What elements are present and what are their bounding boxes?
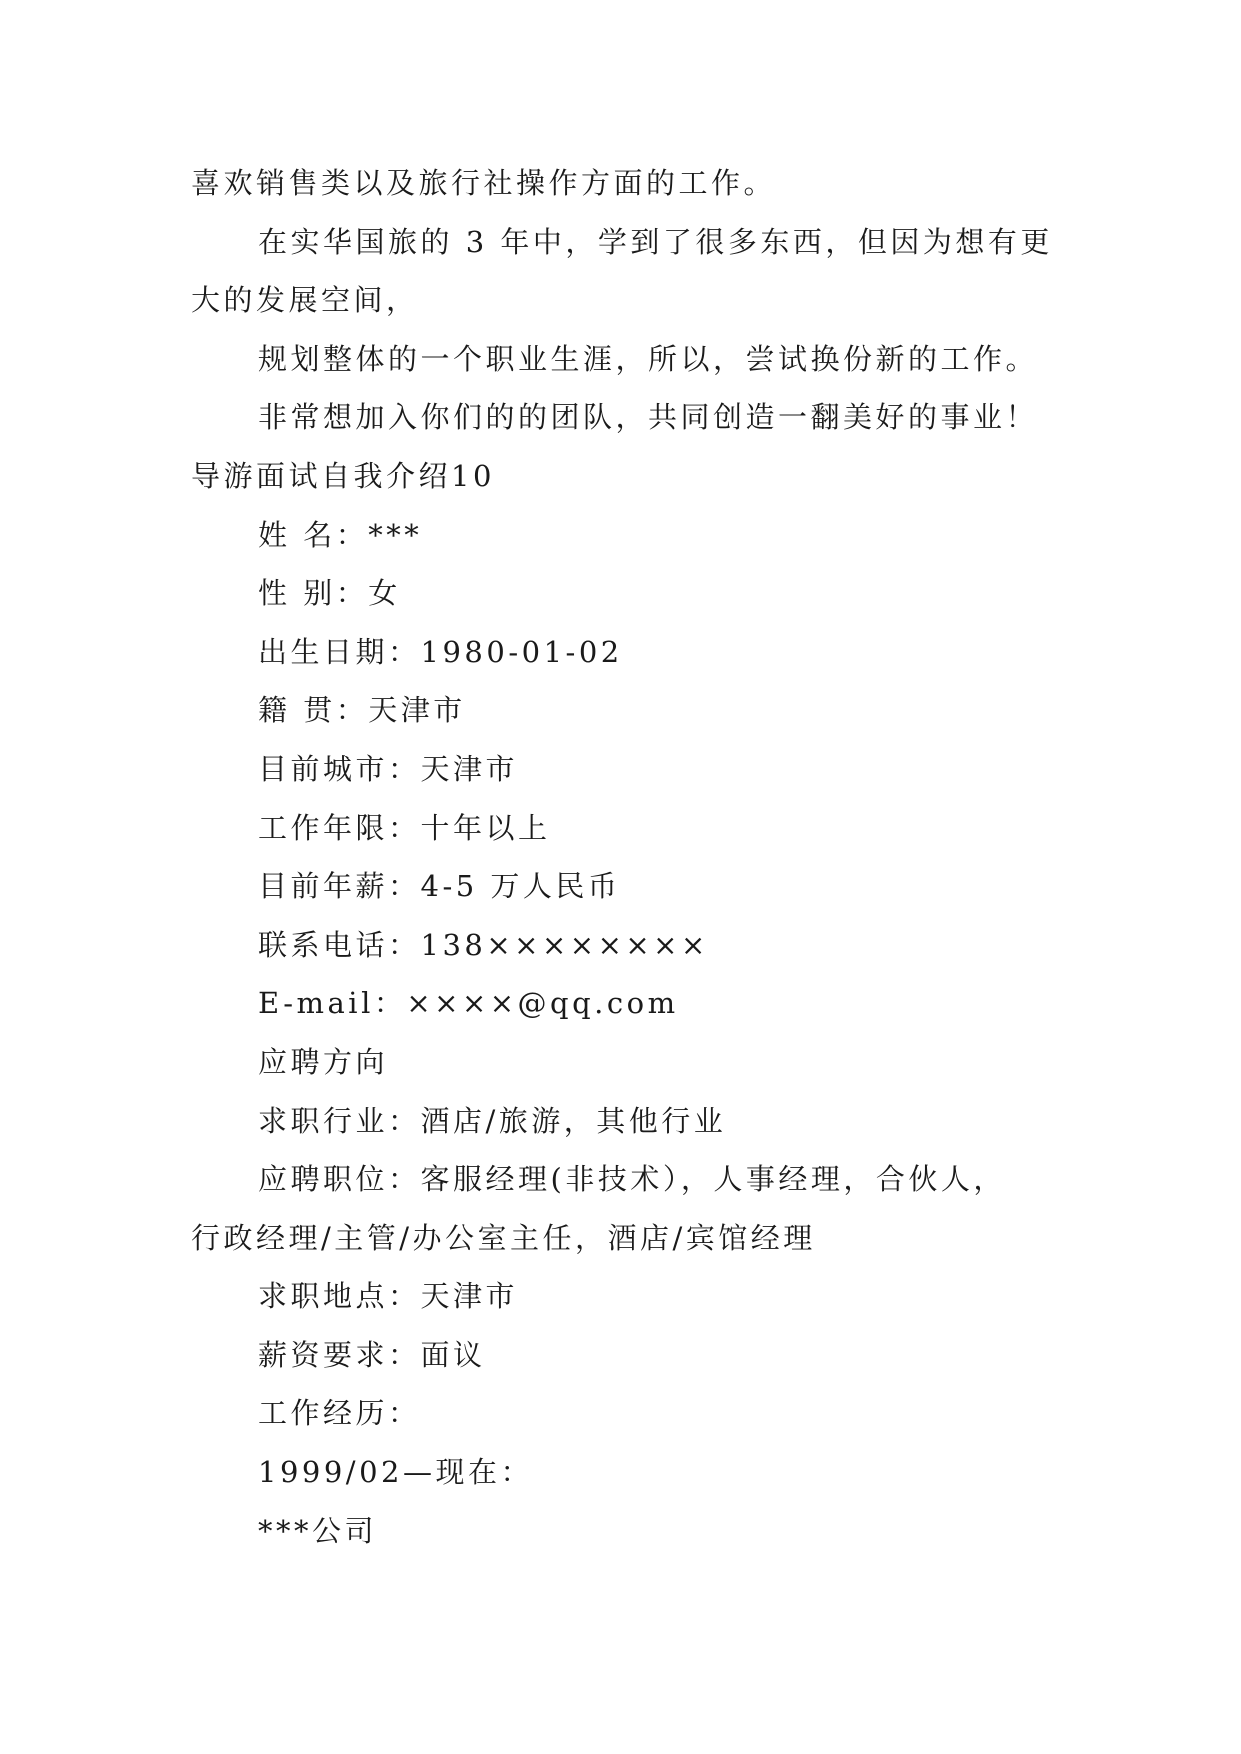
field-phone xyxy=(191,916,1091,975)
field-label: 联系电话： xyxy=(258,927,421,962)
field-birth-date xyxy=(191,623,1091,682)
field-value: 客服经理(非技术），人事经理，合伙人， xyxy=(420,1162,1006,1197)
intro-line: 喜欢销售类以及旅行社操作方面的工作。 xyxy=(191,166,777,200)
field-value: 1980-01-02 xyxy=(420,634,623,669)
section-title: 导游面试自我介绍10 xyxy=(191,458,495,493)
field-salary-expectation xyxy=(191,1326,1091,1385)
work-history-heading: 工作经历： xyxy=(258,1396,421,1431)
field-target-position-continued: 行政经理/主管/办公室主任，酒店/宾馆经理 xyxy=(191,1220,816,1255)
document-body xyxy=(191,154,1091,1560)
field-label: 籍 贯： xyxy=(258,693,369,728)
field-value: 面议 xyxy=(420,1337,486,1372)
work-history-company: ***公司 xyxy=(258,1513,378,1548)
field-name xyxy=(191,506,1091,565)
field-target-location xyxy=(191,1267,1091,1326)
field-value: 天津市 xyxy=(420,751,519,786)
field-label: 性 别： xyxy=(258,576,369,611)
field-value: 4-5 万人民币 xyxy=(420,869,621,904)
field-value: 十年以上 xyxy=(420,810,551,845)
field-label: 求职行业： xyxy=(258,1103,421,1138)
field-label: 目前城市： xyxy=(258,751,421,786)
field-label: E-mail： xyxy=(258,986,407,1021)
field-label: 应聘职位： xyxy=(258,1162,421,1197)
field-current-city xyxy=(191,740,1091,799)
intro-line: 规划整体的一个职业生涯，所以，尝试换份新的工作。 xyxy=(258,341,1039,376)
field-value: 138×××××××× xyxy=(420,927,709,962)
field-work-years xyxy=(191,799,1091,858)
field-label: 目前年薪： xyxy=(258,869,421,904)
field-value: *** xyxy=(368,517,423,552)
field-target-position xyxy=(191,1150,1091,1209)
field-value: 女 xyxy=(368,576,401,611)
field-target-industry xyxy=(191,1092,1091,1151)
field-native-place xyxy=(191,681,1091,740)
intro-line: 非常想加入你们的的团队，共同创造一翻美好的事业！ xyxy=(258,400,1039,435)
application-heading: 应聘方向 xyxy=(258,1044,389,1079)
field-label: 出生日期： xyxy=(258,634,421,669)
field-value: 酒店/旅游，其他行业 xyxy=(420,1103,727,1138)
field-gender xyxy=(191,564,1091,623)
field-value: 天津市 xyxy=(420,1279,519,1314)
field-email xyxy=(191,974,1091,1033)
field-label: 工作年限： xyxy=(258,810,421,845)
field-current-salary xyxy=(191,857,1091,916)
field-label: 姓 名： xyxy=(258,517,369,552)
field-label: 薪资要求： xyxy=(258,1337,421,1372)
intro-line: 在实华国旅的 3 年中，学到了很多东西，但因为想有更 xyxy=(258,224,1053,259)
intro-line: 大的发展空间， xyxy=(191,283,419,318)
work-history-period: 1999/02—现在： xyxy=(258,1455,533,1490)
field-value: ××××@qq.com xyxy=(406,986,679,1021)
field-label: 求职地点： xyxy=(258,1279,421,1314)
field-value: 天津市 xyxy=(368,693,466,728)
